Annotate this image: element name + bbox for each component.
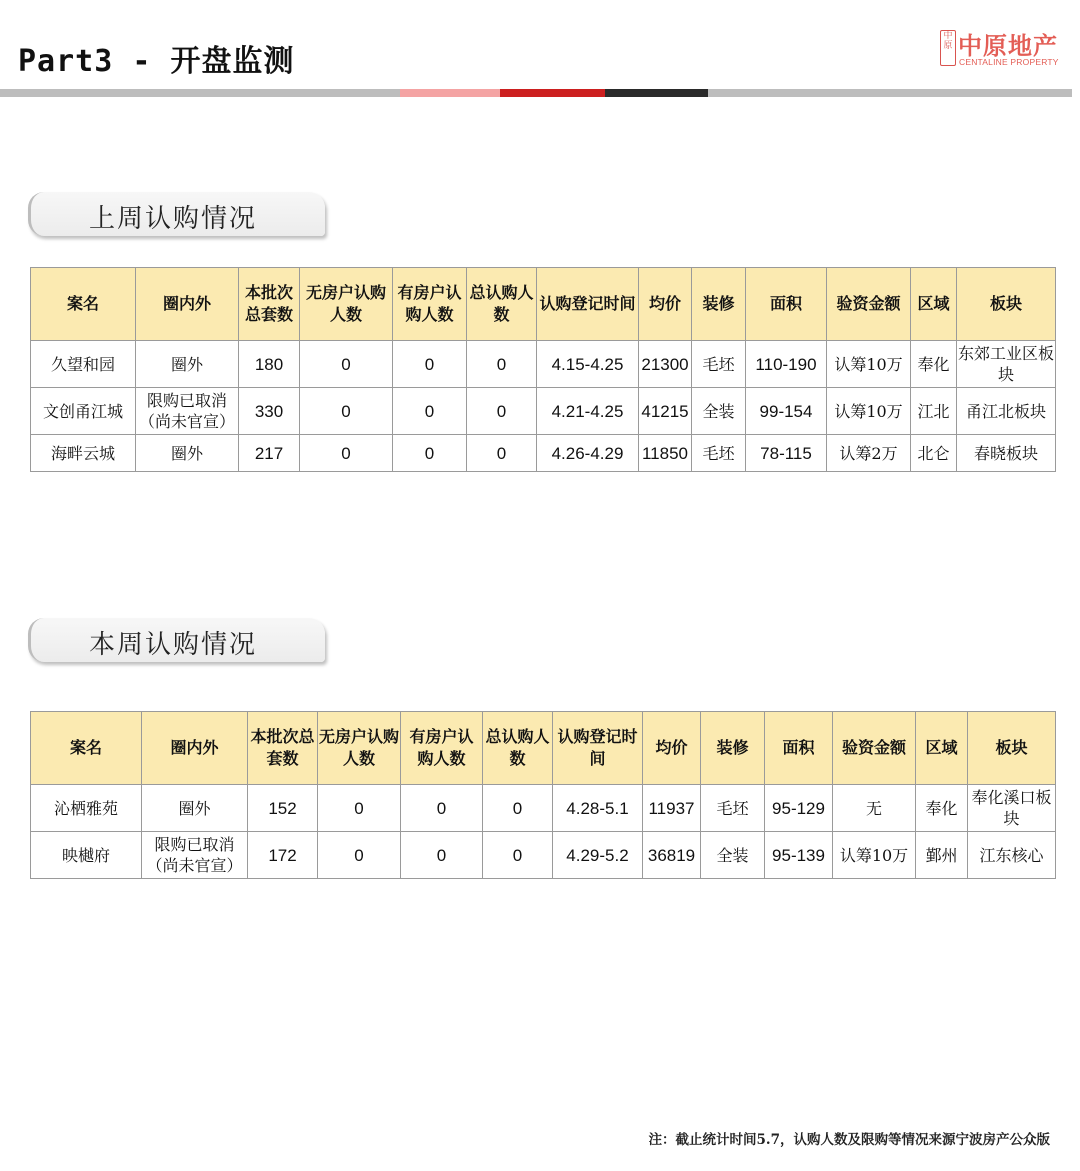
col-header: 装修 bbox=[701, 712, 765, 785]
cell-district: 鄞州 bbox=[916, 832, 968, 879]
cell-deposit: 认筹10万 bbox=[833, 832, 916, 879]
col-header: 均价 bbox=[643, 712, 701, 785]
cell-no-house: 0 bbox=[300, 388, 393, 435]
cell-deposit: 无 bbox=[833, 785, 916, 832]
col-header: 认购登记时间 bbox=[553, 712, 643, 785]
section-title-last-week: 上周认购情况 bbox=[89, 204, 258, 234]
col-header: 总认购人数 bbox=[467, 268, 537, 341]
cell-has-house: 0 bbox=[393, 388, 467, 435]
cell-price: 11850 bbox=[639, 435, 692, 472]
cell-units: 172 bbox=[248, 832, 318, 879]
cell-no-house: 0 bbox=[300, 341, 393, 388]
cell-total: 0 bbox=[483, 832, 553, 879]
cell-units: 152 bbox=[248, 785, 318, 832]
col-header: 总认购人数 bbox=[483, 712, 553, 785]
col-header: 有房户认购人数 bbox=[393, 268, 467, 341]
col-header: 有房户认购人数 bbox=[401, 712, 483, 785]
this-week-table bbox=[30, 711, 1056, 879]
cell-decoration: 毛坯 bbox=[701, 785, 765, 832]
cell-decoration: 毛坯 bbox=[692, 341, 746, 388]
col-header: 板块 bbox=[957, 268, 1056, 341]
cell-deposit: 认筹2万 bbox=[827, 435, 911, 472]
cell-area: 99-154 bbox=[746, 388, 827, 435]
cell-area: 110-190 bbox=[746, 341, 827, 388]
cell-decoration: 毛坯 bbox=[692, 435, 746, 472]
cell-units: 330 bbox=[239, 388, 300, 435]
cell-zone: 限购已取消（尚未官宣） bbox=[136, 388, 239, 435]
col-header: 验资金额 bbox=[833, 712, 916, 785]
cell-district: 奉化 bbox=[911, 341, 957, 388]
cell-no-house: 0 bbox=[318, 785, 401, 832]
cell-deposit: 认筹10万 bbox=[827, 388, 911, 435]
cell-units: 217 bbox=[239, 435, 300, 472]
cell-decoration: 全装 bbox=[701, 832, 765, 879]
cell-units: 180 bbox=[239, 341, 300, 388]
col-header: 本批次总套数 bbox=[248, 712, 318, 785]
cell-decoration: 全装 bbox=[692, 388, 746, 435]
col-header: 案名 bbox=[31, 268, 136, 341]
cell-zone: 圈外 bbox=[136, 435, 239, 472]
table-row bbox=[31, 341, 1056, 388]
cell-period: 4.15-4.25 bbox=[537, 341, 639, 388]
table-row bbox=[31, 435, 1056, 472]
cell-project: 久望和园 bbox=[31, 341, 136, 388]
col-header: 认购登记时间 bbox=[537, 268, 639, 341]
col-header: 面积 bbox=[765, 712, 833, 785]
cell-block: 江东核心 bbox=[968, 832, 1056, 879]
last-week-table bbox=[30, 267, 1056, 472]
cell-block: 奉化溪口板块 bbox=[968, 785, 1056, 832]
cell-total: 0 bbox=[467, 341, 537, 388]
cell-project: 映樾府 bbox=[31, 832, 142, 879]
cell-district: 江北 bbox=[911, 388, 957, 435]
cell-block: 甬江北板块 bbox=[957, 388, 1056, 435]
logo-cn-text: 中原地产 bbox=[958, 32, 1058, 60]
section-tab-last-week bbox=[28, 192, 325, 236]
cell-area: 95-139 bbox=[765, 832, 833, 879]
col-header: 板块 bbox=[968, 712, 1056, 785]
cell-area: 95-129 bbox=[765, 785, 833, 832]
cell-period: 4.26-4.29 bbox=[537, 435, 639, 472]
section-tab-this-week bbox=[28, 618, 325, 662]
cell-has-house: 0 bbox=[393, 341, 467, 388]
col-header: 验资金额 bbox=[827, 268, 911, 341]
logo-en-text: CENTALINE PROPERTY bbox=[959, 57, 1059, 67]
col-header: 圈内外 bbox=[136, 268, 239, 341]
col-header: 区域 bbox=[911, 268, 957, 341]
cell-no-house: 0 bbox=[300, 435, 393, 472]
cell-area: 78-115 bbox=[746, 435, 827, 472]
cell-price: 36819 bbox=[643, 832, 701, 879]
cell-project: 文创甬江城 bbox=[31, 388, 136, 435]
cell-no-house: 0 bbox=[318, 832, 401, 879]
cell-zone: 圈外 bbox=[136, 341, 239, 388]
cell-price: 11937 bbox=[643, 785, 701, 832]
cell-period: 4.21-4.25 bbox=[537, 388, 639, 435]
logo-seal-icon: 中 原 bbox=[940, 30, 956, 66]
footnote: 注：截止统计时间5.7，认购人数及限购等情况来源宁波房产公众版 bbox=[648, 1132, 1050, 1148]
cell-period: 4.28-5.1 bbox=[553, 785, 643, 832]
cell-project: 海畔云城 bbox=[31, 435, 136, 472]
cell-district: 奉化 bbox=[916, 785, 968, 832]
cell-price: 21300 bbox=[639, 341, 692, 388]
header-divider bbox=[0, 89, 1080, 97]
centaline-logo bbox=[938, 26, 1068, 74]
page-title: Part3 - 开盘监测 bbox=[18, 44, 295, 79]
cell-zone: 限购已取消（尚未官宣） bbox=[142, 832, 248, 879]
col-header: 案名 bbox=[31, 712, 142, 785]
cell-price: 41215 bbox=[639, 388, 692, 435]
cell-district: 北仑 bbox=[911, 435, 957, 472]
cell-project: 沁栖雅苑 bbox=[31, 785, 142, 832]
col-header: 面积 bbox=[746, 268, 827, 341]
cell-zone: 圈外 bbox=[142, 785, 248, 832]
col-header: 无房户认购人数 bbox=[300, 268, 393, 341]
table-row bbox=[31, 785, 1056, 832]
col-header: 装修 bbox=[692, 268, 746, 341]
section-title-this-week: 本周认购情况 bbox=[89, 630, 258, 660]
cell-has-house: 0 bbox=[401, 785, 483, 832]
cell-total: 0 bbox=[467, 388, 537, 435]
cell-period: 4.29-5.2 bbox=[553, 832, 643, 879]
table-row bbox=[31, 832, 1056, 879]
col-header: 区域 bbox=[916, 712, 968, 785]
cell-has-house: 0 bbox=[401, 832, 483, 879]
cell-has-house: 0 bbox=[393, 435, 467, 472]
cell-total: 0 bbox=[483, 785, 553, 832]
col-header: 均价 bbox=[639, 268, 692, 341]
col-header: 无房户认购人数 bbox=[318, 712, 401, 785]
cell-block: 东郊工业区板块 bbox=[957, 341, 1056, 388]
table-row bbox=[31, 388, 1056, 435]
col-header: 本批次总套数 bbox=[239, 268, 300, 341]
cell-block: 春晓板块 bbox=[957, 435, 1056, 472]
cell-total: 0 bbox=[467, 435, 537, 472]
cell-deposit: 认筹10万 bbox=[827, 341, 911, 388]
col-header: 圈内外 bbox=[142, 712, 248, 785]
